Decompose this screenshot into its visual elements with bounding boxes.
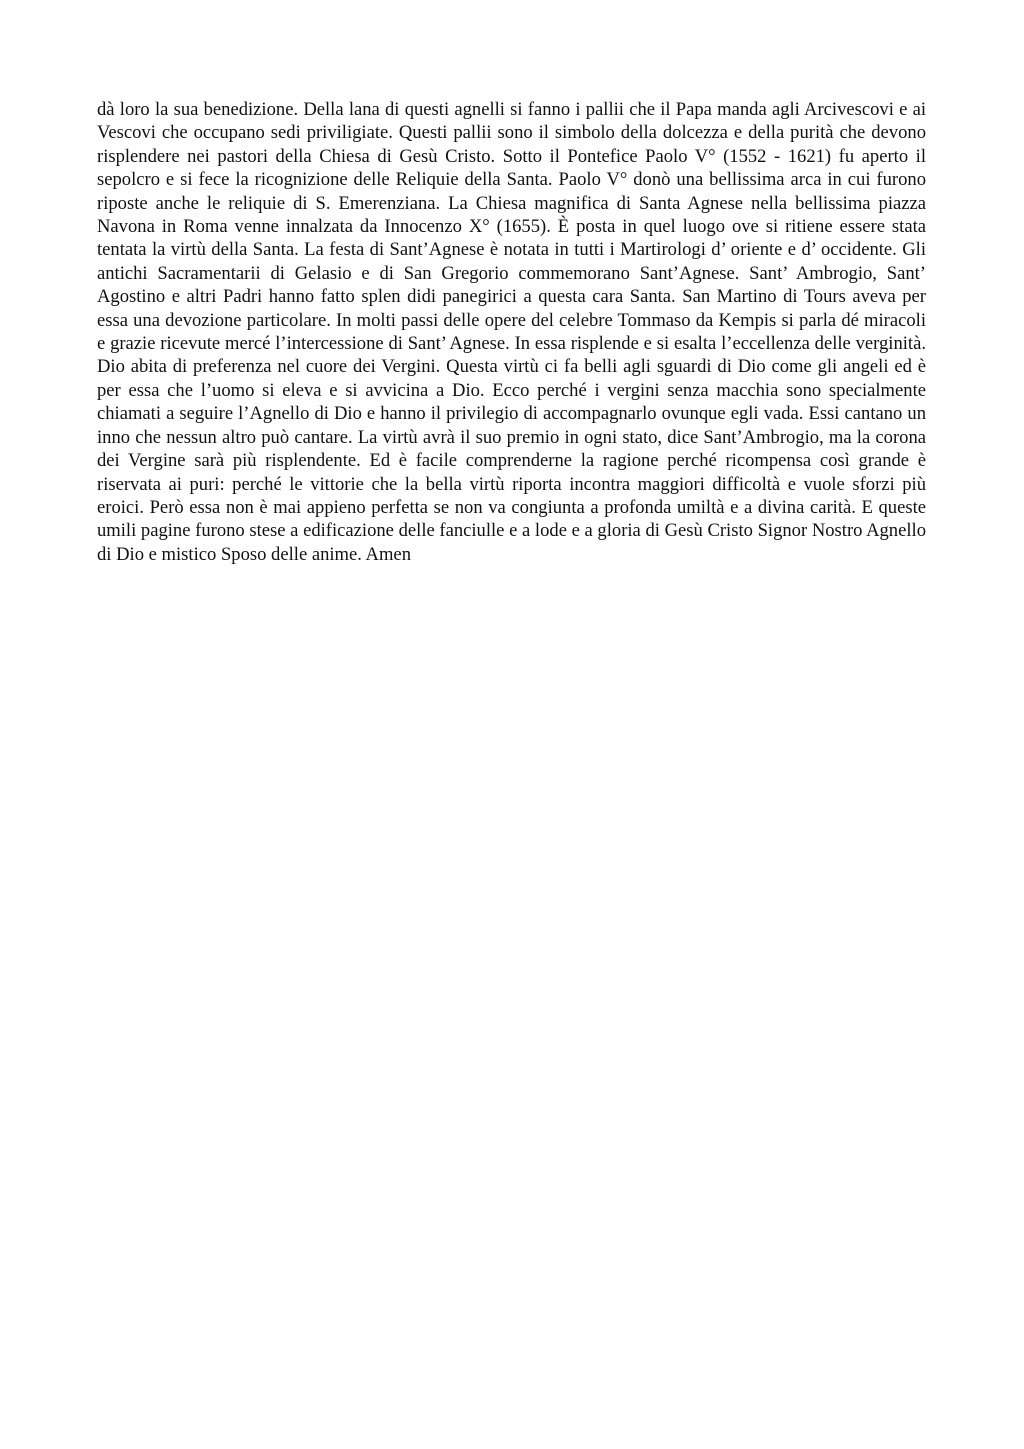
body-paragraph: dà loro la sua benedizione. Della lana di questi agnelli si fanno i pallii che il Papa manda agli Arcivescovi e ai Vescovi che occupano sedi priviligiate. Questi pallii sono il simbolo della dolcezza e della purità che devono risplendere nei pastori della Chiesa di Gesù Cristo. Sotto il Pontefice Paolo V° (1552 - 1621) fu aperto il sepolcro e si fece la ricognizione delle Reliquie della Santa. Paolo V° donò una bellissima arca in cui furono riposte anche le reliquie di S. Emerenziana. La Chiesa magnifica di Santa Agnese nella bellissima piazza Navona in Roma venne innalzata da Innocenzo X° (1655). È posta in quel luogo ove si ritiene essere stata tentata la virtù della Santa. La festa di Sant’Agnese è notata in tutti i Martirologi d’ oriente e d’ occidente. Gli antichi Sacramentarii di Gelasio e di San Gregorio commemorano Sant’Agnese. Sant’ Ambrogio, Sant’ Agostino e altri Padri hanno fatto splen didi panegirici a questa cara Santa. San Martino di Tours aveva per essa una devozione particolare. In molti passi delle opere del celebre Tommaso da Kempis si parla dé miracoli e grazie ricevute mercé l’intercessione di Sant’ Agnese. In essa risplende e si esalta l’eccellenza delle verginità. Dio abita di preferenza nel cuore dei Vergini. Questa virtù ci fa belli agli sguardi di Dio come gli angeli ed è per essa che l’uomo si eleva e si avvicina a Dio. Ecco perché i vergini senza macchia sono specialmente chiamati a seguire l’Agnello di Dio e hanno il privilegio di accompagnarlo ovunque egli vada. Essi cantano un inno che nessun altro può cantare. La virtù avrà il suo premio in ogni stato, dice Sant’Ambrogio, ma la corona dei Vergine sarà più risplendente. Ed è facile comprenderne la ragione perché ricompensa così grande è riservata ai puri: perché le vittorie che la bella virtù riporta incontra maggiori difficoltà e vuole sforzi più eroici. Però essa non è mai appieno perfetta se non va congiunta a profonda umiltà e a divina carità. E queste umili pagine furono stese a edificazione delle fanciulle e a lode e a gloria di Gesù Cristo Signor Nostro Agnello di Dio e mistico Sposo delle anime. Amen [97, 99, 926, 565]
